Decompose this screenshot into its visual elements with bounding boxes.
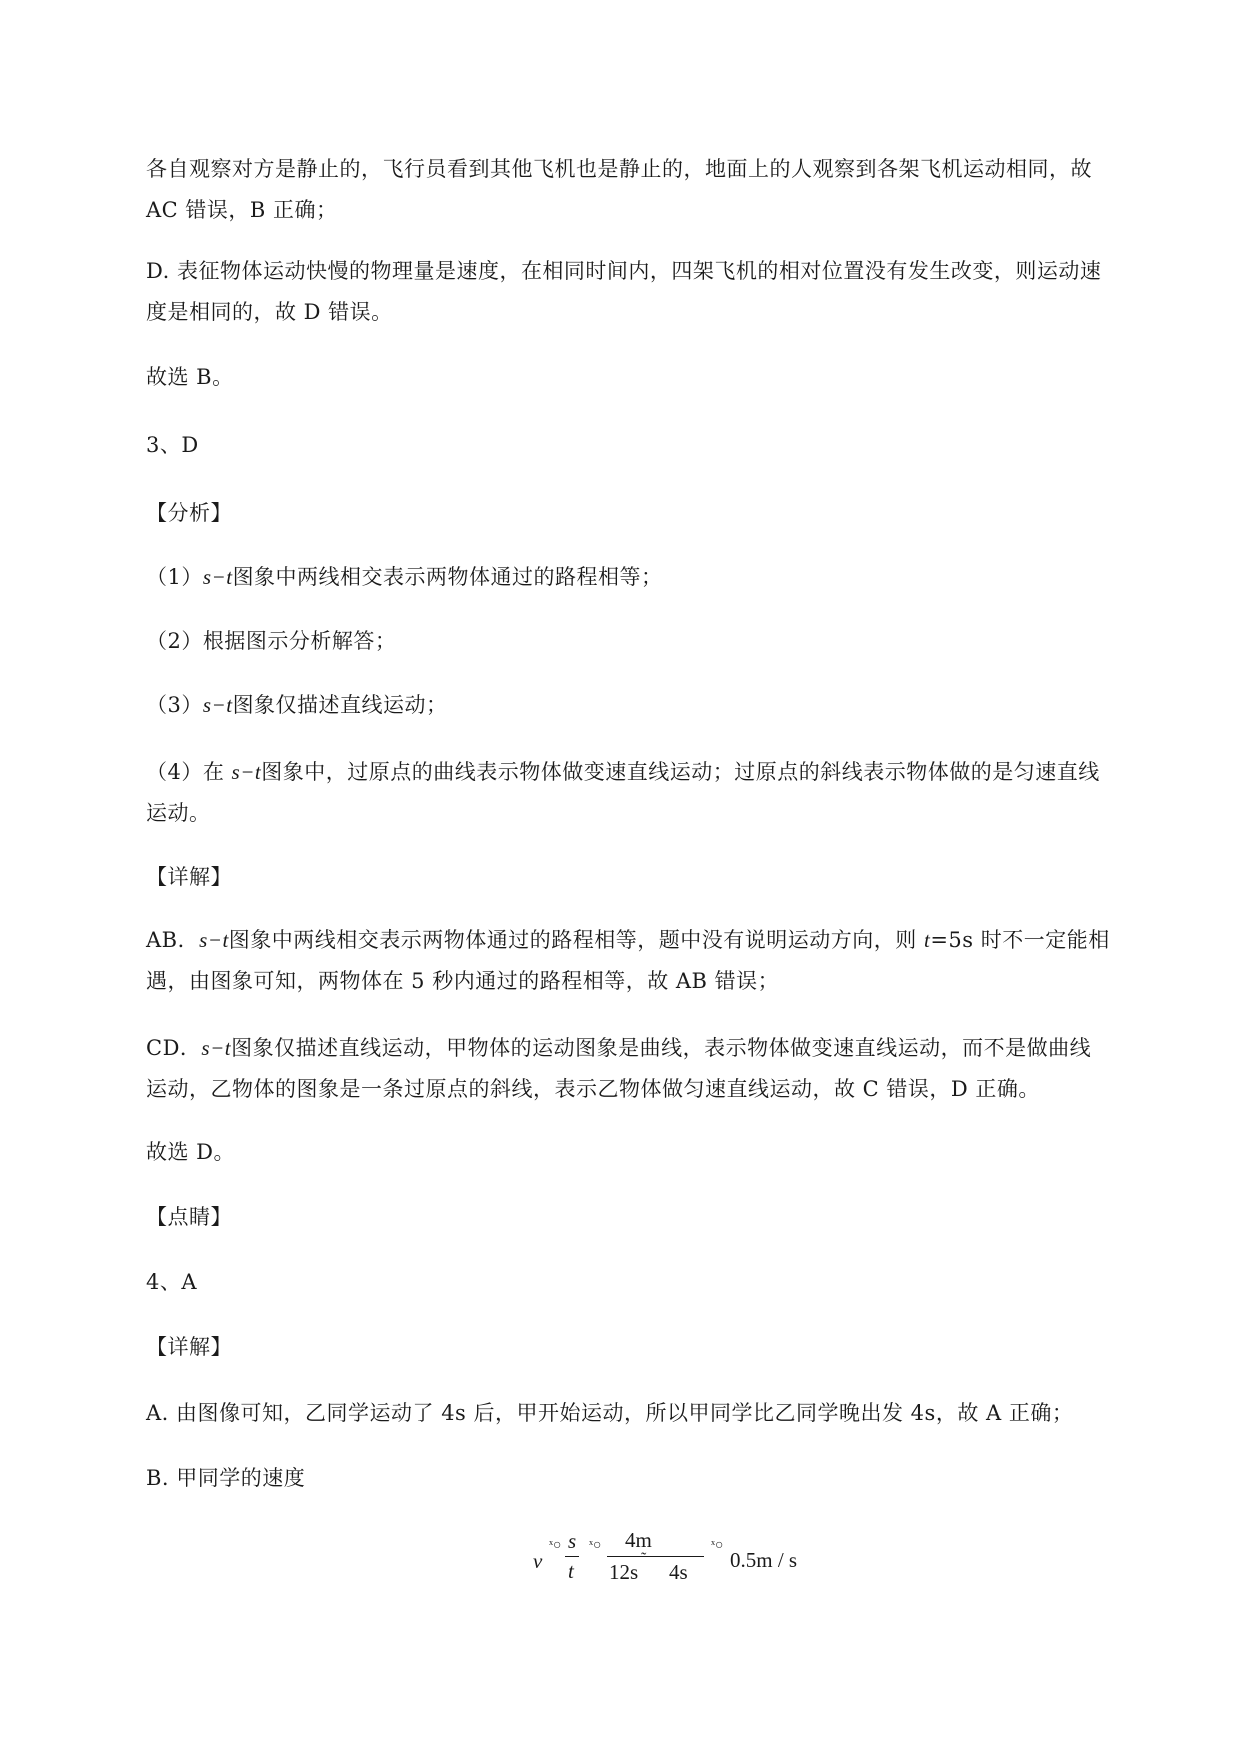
formula-denominator-a: 12s xyxy=(609,1560,639,1584)
paragraph-line: 故选 D。 xyxy=(146,1140,236,1164)
formula-eq-glyph: ˣ○ xyxy=(589,1538,602,1553)
formula-tilde: ˜ xyxy=(641,1550,647,1567)
paragraph-line: 遇，由图象可知，两物体在 5 秒内通过的路程相等，故 AB 错误； xyxy=(146,969,780,993)
velocity-formula xyxy=(533,1528,863,1598)
formula-v: v xyxy=(533,1549,543,1573)
paragraph-line: D. 表征物体运动快慢的物理量是速度，在相同时间内，四架飞机的相对位置没有发生改变，则运动速 xyxy=(146,259,1102,283)
paragraph-line: AC 错误，B 正确； xyxy=(146,198,338,222)
formula-result: 0.5m / s xyxy=(730,1548,798,1572)
question-answer: 4、A xyxy=(146,1270,198,1294)
question-answer: 3、D xyxy=(146,433,199,457)
t-symbol: t xyxy=(923,928,931,952)
analysis-item-2: （2）根据图示分析解答； xyxy=(146,629,397,653)
detail-ab: AB．s−t图象中两线相交表示两物体通过的路程相等，题中没有说明运动方向，则 t=5s 时不一定能相 xyxy=(146,928,1110,952)
analysis-item-1: （1）s−t图象中两线相交表示两物体通过的路程相等； xyxy=(146,565,663,589)
paragraph-line: 故选 B。 xyxy=(146,365,234,389)
paragraph-line: 运动，乙物体的图象是一条过原点的斜线，表示乙物体做匀速直线运动，故 C 错误，D 正确。 xyxy=(146,1077,1040,1101)
st-symbol: s−t xyxy=(231,760,262,784)
section-heading-detail: 【详解】 xyxy=(146,865,232,889)
formula-s: s xyxy=(568,1529,577,1553)
formula-numerator: 4m xyxy=(625,1528,652,1552)
st-symbol: s−t xyxy=(202,693,233,717)
section-heading-dianjing: 【点睛】 xyxy=(146,1205,232,1229)
paragraph-line: 各自观察对方是静止的，飞行员看到其他飞机也是静止的，地面上的人观察到各架飞机运动相同，故 xyxy=(146,157,1092,181)
analysis-item-3: （3）s−t图象仅描述直线运动； xyxy=(146,693,448,717)
detail-a: A. 由图像可知，乙同学运动了 4s 后，甲开始运动，所以甲同学比乙同学晚出发 4s，故 A 正确； xyxy=(146,1401,1074,1425)
section-heading-detail: 【详解】 xyxy=(146,1335,232,1359)
paragraph-line: 度是相同的，故 D 错误。 xyxy=(146,300,393,324)
paragraph-line: 运动。 xyxy=(146,801,211,825)
st-symbol: s−t xyxy=(202,565,233,589)
fraction-bar xyxy=(607,1556,704,1557)
formula-eq-glyph: ˣ○ xyxy=(549,1538,562,1553)
section-heading-analysis: 【分析】 xyxy=(146,501,232,525)
formula-eq-glyph: ˣ○ xyxy=(711,1538,724,1553)
st-symbol: s−t xyxy=(201,1036,232,1060)
fraction-bar xyxy=(565,1556,579,1557)
formula-denominator-b: 4s xyxy=(669,1560,688,1584)
st-symbol: s−t xyxy=(199,928,229,952)
formula-t: t xyxy=(568,1559,574,1583)
analysis-item-4: （4）在 s−t图象中，过原点的曲线表示物体做变速直线运动；过原点的斜线表示物体做的是匀速直线 xyxy=(146,760,1100,784)
detail-b: B. 甲同学的速度 xyxy=(146,1466,306,1490)
detail-cd: CD．s−t图象仅描述直线运动，甲物体的运动图象是曲线，表示物体做变速直线运动，而不是做曲线 xyxy=(146,1036,1092,1060)
